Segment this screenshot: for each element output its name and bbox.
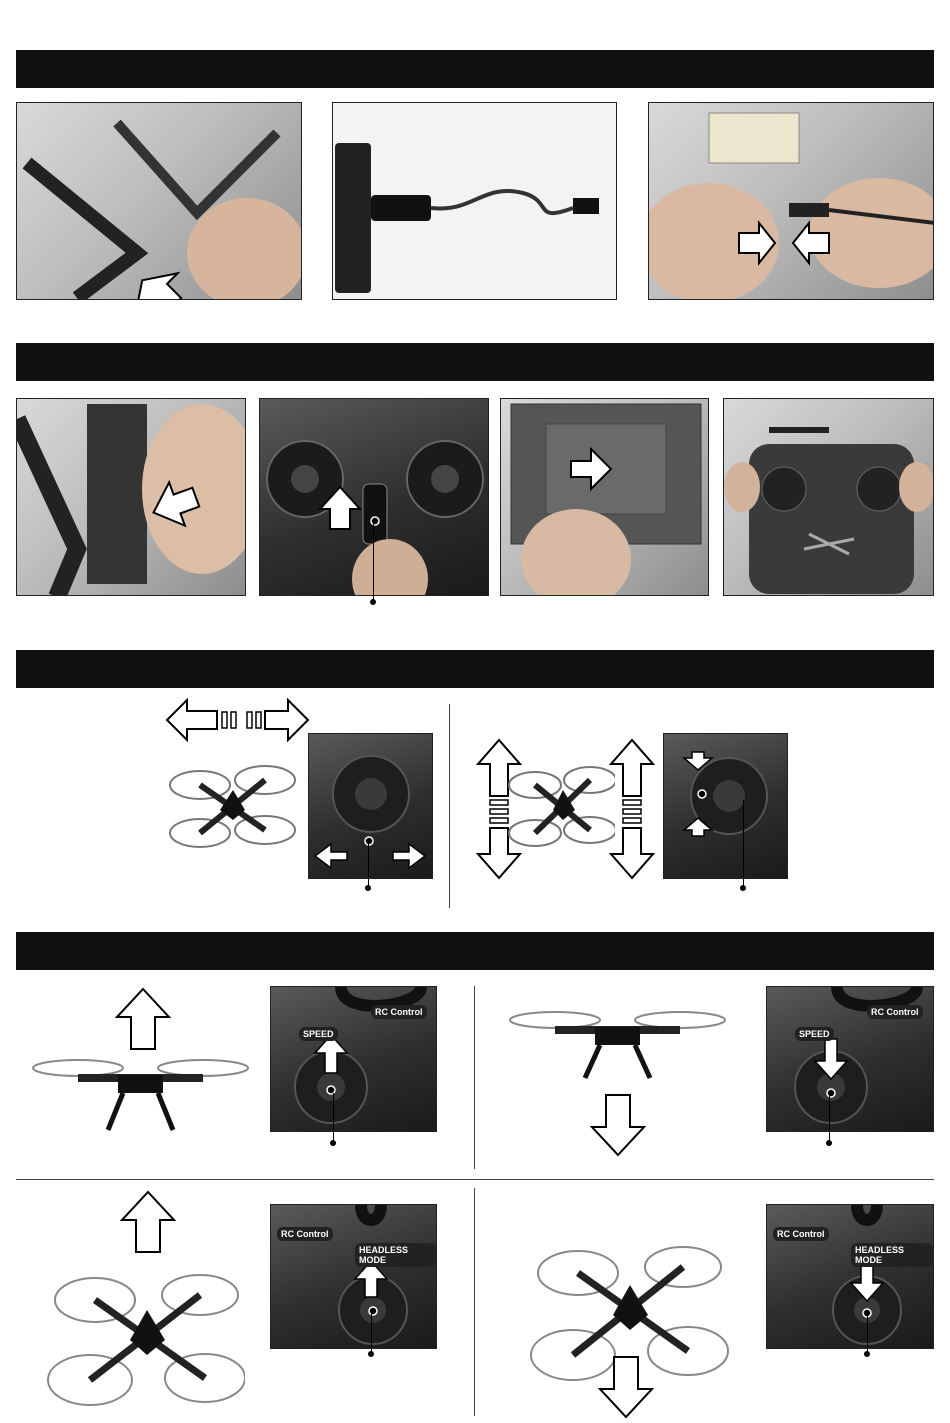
headless-tag-2: HEADLESS MODE <box>851 1243 933 1267</box>
rc-brand-label-3: RC Control <box>277 1227 333 1241</box>
remote-trim-illustration-2 <box>664 734 788 879</box>
speed-tag: SPEED <box>299 1027 338 1041</box>
photo-remote-pitch-forward <box>270 1204 437 1349</box>
callout-dot-power-switch <box>370 599 376 605</box>
usb-cable-illustration <box>333 103 617 300</box>
callout-dot-trim-left <box>365 885 371 891</box>
divider-section-4-bottom <box>474 1188 475 1416</box>
photo-remote-trim-left <box>308 733 433 879</box>
arrow-left-right-trim <box>165 698 310 742</box>
section-bar-1 <box>16 50 934 88</box>
remote-trim-illustration <box>309 734 433 879</box>
remote-power-illustration <box>260 399 489 596</box>
drone-top-illustration-1 <box>165 755 300 855</box>
callout-dot-throttle-down <box>826 1140 832 1146</box>
divider-section-4-top <box>474 986 475 1169</box>
leader-line-trim-right <box>743 800 744 887</box>
photo-drone-switch <box>16 398 246 596</box>
photo-battery-plug <box>648 102 934 300</box>
drone-switch-illustration <box>17 399 246 596</box>
callout-dot-pitch-forward <box>368 1351 374 1357</box>
arrow-up-ascend <box>115 987 171 1051</box>
photo-remote-throttle-down <box>766 986 934 1132</box>
drone-top-illustration-2 <box>505 755 615 855</box>
callout-dot-trim-right <box>740 885 746 891</box>
drone-side-illustration-ascend <box>28 1050 258 1135</box>
rc-brand-label-2: RC Control <box>867 1005 923 1019</box>
arrow-up-down-trim-right <box>608 738 656 880</box>
leader-line-power-switch <box>373 522 374 602</box>
photo-usb-charger <box>332 102 617 300</box>
photo-remote-throttle-up <box>270 986 437 1132</box>
photo-remote-trim-right <box>663 733 788 879</box>
remote-front-illustration <box>724 399 934 596</box>
remote-battery-door-illustration <box>501 399 709 596</box>
callout-dot-throttle-up <box>330 1140 336 1146</box>
headless-tag: HEADLESS MODE <box>355 1243 436 1267</box>
drone-side-illustration-descend <box>505 1002 730 1082</box>
divider-section-3 <box>449 704 450 908</box>
hands-plug-illustration <box>649 103 934 300</box>
photo-remote-front <box>723 398 934 596</box>
leader-line-pitch-forward <box>371 1310 372 1353</box>
leader-line-pitch-backward <box>867 1312 868 1353</box>
rc-brand-label-4: RC Control <box>773 1227 829 1241</box>
callout-dot-pitch-backward <box>864 1351 870 1357</box>
photo-remote-battery-door <box>500 398 709 596</box>
divider-section-4-middle <box>16 1179 934 1180</box>
section-bar-2 <box>16 343 934 381</box>
drone-persp-illustration-forward <box>45 1240 245 1410</box>
photo-remote-power-switch <box>259 398 489 596</box>
arrow-down-backward <box>598 1355 654 1419</box>
leader-line-throttle-up <box>333 1093 334 1143</box>
section-bar-4 <box>16 932 934 970</box>
photo-battery-connector <box>16 102 302 300</box>
leader-line-trim-left <box>368 842 369 887</box>
section-bar-3 <box>16 650 934 688</box>
speed-tag-2: SPEED <box>795 1027 834 1041</box>
rc-brand-label: RC Control <box>371 1005 427 1019</box>
arrow-down-descend <box>590 1093 646 1157</box>
leader-line-throttle-down <box>829 1093 830 1143</box>
photo-remote-pitch-backward <box>766 1204 934 1349</box>
drone-arm-illustration <box>17 103 302 300</box>
